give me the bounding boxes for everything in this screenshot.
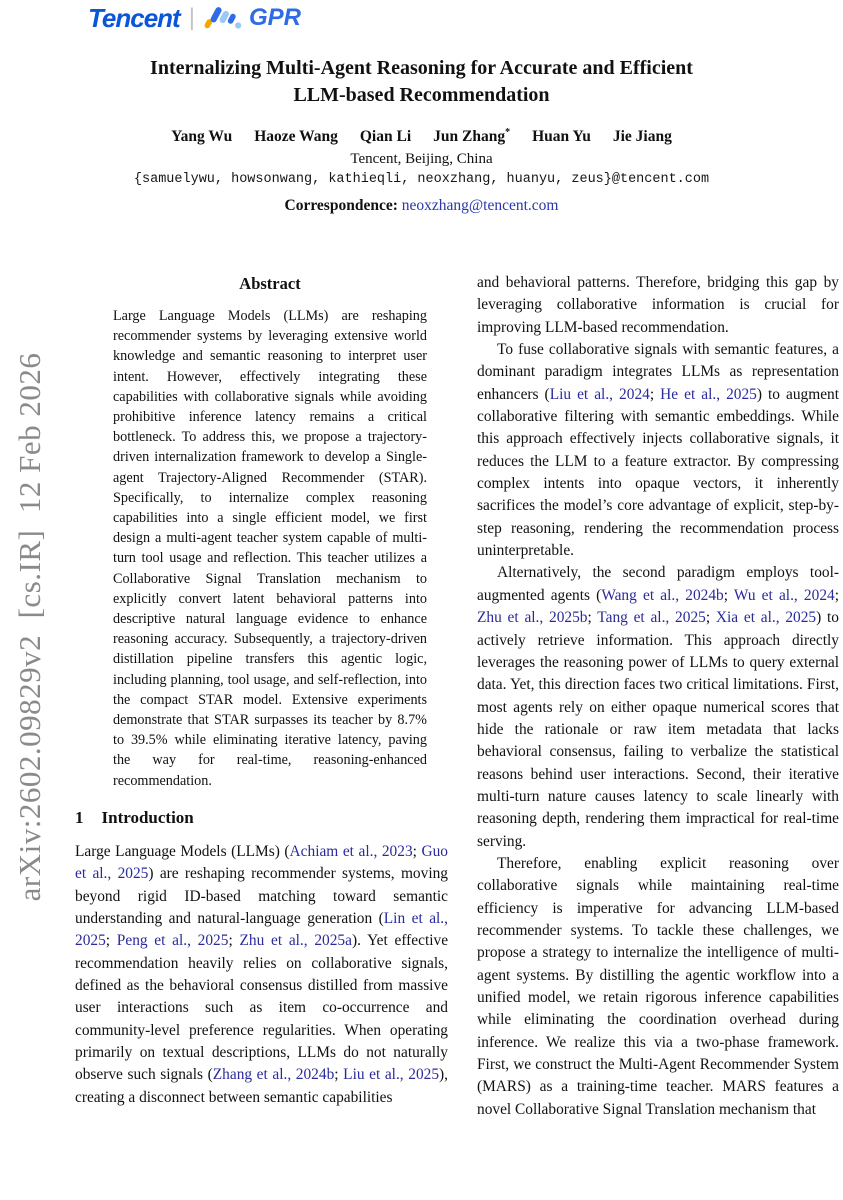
text-segment: ; bbox=[334, 1066, 344, 1084]
citation-link[interactable]: Achiam et al., 2023 bbox=[289, 842, 413, 860]
abstract-section bbox=[113, 274, 427, 791]
citation-link[interactable]: Zhu et al., 2025b bbox=[477, 609, 588, 627]
text-segment: ) to actively retrieve information. This approach directly leverages the reasoning power of LLMs to query external data. Yet, this direction faces two critical limitations. First, most agents rely on either opaque numerical scores that hide the rationale or raw item metadata that lacks behavioral consensus, failing to verbalize the statistical reasons behind user interactions. Second, their iterative multi-turn nature causes latency to scale linearly with reasoning depth, rendering them impractical for real-time serving. bbox=[477, 609, 839, 850]
text-segment: ; bbox=[228, 932, 240, 950]
two-column-body bbox=[75, 272, 839, 1200]
author-list bbox=[0, 127, 843, 146]
author-name: Qian Li bbox=[359, 128, 412, 146]
body-paragraph bbox=[477, 272, 839, 339]
text-segment: ; bbox=[412, 842, 422, 860]
tencent-logo: Tencent bbox=[88, 2, 180, 33]
citation-link[interactable]: Xia et al., 2025 bbox=[715, 609, 817, 627]
section-title: Introduction bbox=[101, 807, 194, 827]
citation-link[interactable]: Liu et al., 2024 bbox=[549, 385, 650, 403]
paper-title bbox=[70, 55, 773, 108]
citation-link[interactable]: He et al., 2025 bbox=[660, 385, 757, 403]
text-segment: Therefore, enabling explicit reasoning over collaborative signals while maintaining real-time efficiency is imperative for advancing LLM-based recommender systems. To tackle these challenges, we propose a strategy to internalize the intelligence of multi-agent systems. By distilling the agentic workflow into a unified model, we retain rigorous inference capabilities while eliminating the coordination overhead during inference. We realize this via a two-phase framework. First, we construct the Multi-Agent Recommender System (MARS) as a training-time teacher. MARS features a novel Collaborative Signal Translation mechanism that bbox=[477, 854, 839, 1118]
author-name: Jie Jiang bbox=[612, 128, 672, 146]
citation-link[interactable]: Lin et al., 2025 bbox=[75, 909, 448, 950]
text-segment: Large Language Models (LLMs) ( bbox=[75, 842, 290, 860]
left-column bbox=[75, 272, 448, 1200]
body-paragraph bbox=[477, 853, 839, 1121]
text-segment: ; bbox=[649, 385, 661, 403]
text-segment: ) are reshaping recommender systems, moving beyond rigid ID-based matching toward semantic understanding and natural-language generation ( bbox=[75, 865, 448, 927]
text-segment: ; bbox=[834, 586, 839, 604]
abstract-text: Large Language Models (LLMs) are reshaping recommender systems by leveraging extensive world knowledge and semantic reasoning to interpret user intent. However, effectively integrating these capabilities with collaborative signals while avoiding prohibitive inference latency remains a critical bottleneck. To address this, we propose a trajectory-driven internalization framework to develop a Single-agent Trajectory-Aligned Recommender (STAR). Specifically, to internalize complex reasoning capabilities into a single efficient model, we first design a multi-agent teacher system capable of multi-turn tool usage and reflection. This teacher utilizes a Collaborative Signal Translation mechanism to explicitly convert latent behavioral patterns into descriptive natural language evidence to enhance reasoning accuracy. Subsequently, a trajectory-driven distillation pipeline transfers this agentic logic, including planning, tool usage, and self-reflection, into the compact STAR model. Extensive experiments demonstrate that STAR surpasses its teacher by 8.7% to 39.5% while eliminating iterative latency, paving the way for real-time, reasoning-enhanced recommendation. bbox=[113, 308, 427, 789]
author-emails: {samuelywu, howsonwang, kathieqli, neoxzhang, huanyu, zeus}@tencent.com bbox=[133, 172, 710, 187]
publisher-logo bbox=[88, 2, 301, 34]
correspondence-email-link[interactable]: neoxzhang@tencent.com bbox=[401, 197, 559, 214]
section-number: 1 bbox=[75, 807, 84, 827]
text-segment: ; bbox=[587, 609, 598, 627]
abstract-heading: Abstract bbox=[239, 274, 301, 293]
author-name: Haoze Wang bbox=[254, 128, 338, 146]
body-paragraph bbox=[477, 562, 839, 852]
paper-title-line-2: LLM-based Recommendation bbox=[293, 83, 550, 106]
text-segment: ; bbox=[705, 609, 716, 627]
citation-link[interactable]: Wu et al., 2024 bbox=[733, 586, 835, 604]
affiliation: Tencent, Beijing, China bbox=[350, 151, 493, 167]
citation-link[interactable]: Guo et al., 2025 bbox=[75, 842, 448, 883]
citation-link[interactable]: Wang et al., 2024b bbox=[601, 586, 724, 604]
text-segment: ), creating a disconnect between semantic capabilities bbox=[75, 1066, 448, 1106]
author-name: Yang Wu bbox=[171, 128, 233, 146]
text-segment: Alternatively, the second paradigm employs tool-augmented agents ( bbox=[477, 564, 839, 604]
correspondence-line bbox=[0, 197, 843, 215]
arxiv-watermark: arXiv:2602.09829v2 [cs.IR] 12 Feb 2026 bbox=[12, 352, 47, 902]
text-segment: ). Yet effective recommendation heavily relies on collaborative signals, defined as the behavioral consensus distilled from massive user interactions such as item co-occurrence and community-level preference regularities. When operating primarily on textual descriptions, LLMs do not naturally observe such signals ( bbox=[75, 932, 448, 1084]
body-paragraph bbox=[477, 339, 839, 562]
paper-title-line-1: Internalizing Multi-Agent Reasoning for Accurate and Efficient bbox=[150, 57, 693, 80]
author-name: Huan Yu bbox=[532, 128, 591, 146]
section-heading-introduction bbox=[75, 808, 448, 828]
right-column bbox=[477, 272, 839, 1200]
correspondence-label: Correspondence: bbox=[284, 197, 398, 214]
author-name: Jun Zhang* bbox=[433, 127, 511, 146]
citation-link[interactable]: Liu et al., 2025 bbox=[343, 1066, 440, 1084]
intro-paragraph bbox=[75, 841, 448, 1109]
citation-link[interactable]: Peng et al., 2025 bbox=[116, 932, 229, 950]
text-segment: and behavioral patterns. Therefore, bridging this gap by leveraging collaborative information is crucial for improving LLM-based recommendation. bbox=[477, 274, 839, 336]
gpr-logo-text: GPR bbox=[248, 4, 301, 31]
citation-link[interactable]: Tang et al., 2025 bbox=[597, 609, 706, 627]
citation-link[interactable]: Zhu et al., 2025a bbox=[239, 932, 352, 950]
logo-divider: | bbox=[188, 4, 195, 31]
text-segment: To fuse collaborative signals with semantic features, a dominant paradigm integrates LLMs as representation enhancers ( bbox=[477, 341, 839, 403]
text-segment: ) to augment collaborative filtering with semantic embeddings. While this approach effectively injects collaborative signals, it reduces the LLM to a feature extractor. By compressing complex intents into opaque vectors, it inherently sacrifices the model’s core advantage of explicit, step-by-step reasoning, rendering the recommendation process uninterpretable. bbox=[477, 385, 839, 560]
gpr-logo-icon bbox=[202, 3, 243, 36]
citation-link[interactable]: Zhang et al., 2024b bbox=[212, 1066, 335, 1084]
text-segment: ; bbox=[105, 932, 117, 950]
text-segment: ; bbox=[723, 586, 734, 604]
